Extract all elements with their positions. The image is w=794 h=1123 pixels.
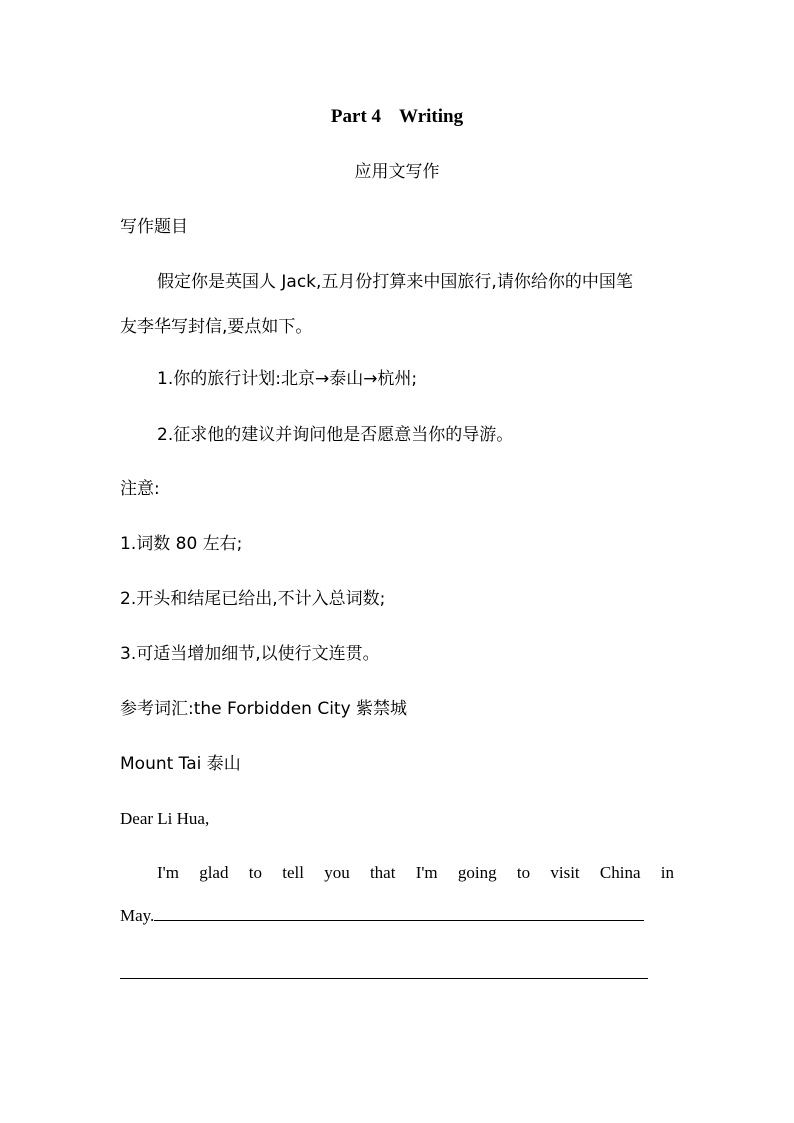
letter-word: to [516,863,531,882]
page-title [0,106,794,128]
note-item-3: 3.可适当增加细节,以使行文连贯。 [120,644,380,664]
letter-word: visit [550,863,580,882]
vocab-line-1: 参考词汇:the Forbidden City 紫禁城 [120,699,408,719]
letter-word: to [248,863,262,882]
answer-blank-2[interactable] [120,978,648,979]
prompt-point-1: 1.你的旅行计划:北京→泰山→杭州; [157,369,418,389]
letter-word: I'm [157,863,179,882]
letter-word: you [324,863,350,882]
letter-word: glad [199,863,229,882]
vocab-line-2: Mount Tai 泰山 [120,754,241,774]
prompt-heading: 写作题目 [120,217,188,237]
letter-word: that [369,863,396,882]
note-item-2: 2.开头和结尾已给出,不计入总词数; [120,589,386,609]
prompt-line-2: 友李华写封信,要点如下。 [120,317,313,337]
section-subtitle: 应用文写作 [354,162,440,182]
note-item-1: 1.词数 80 左右; [120,534,243,554]
letter-opening-line [157,862,674,884]
letter-word: I'm [415,863,438,882]
notes-heading: 注意: [120,479,160,499]
title-name: Writing [399,106,464,127]
letter-word: tell [282,863,304,882]
letter-continuation-line [120,904,674,927]
prompt-point-2: 2.征求他的建议并询问他是否愿意当你的导游。 [157,425,514,445]
letter-continuation-text: May. [120,906,155,925]
prompt-line-1: 假定你是英国人 Jack,五月份打算来中国旅行,请你给你的中国笔 [157,272,633,292]
letter-greeting: Dear Li Hua, [120,809,210,828]
letter-word: going [457,863,497,882]
letter-word: in [660,863,674,882]
answer-blank-1[interactable] [154,904,644,921]
letter-word: China [599,863,641,882]
title-part: Part 4 [330,106,382,127]
